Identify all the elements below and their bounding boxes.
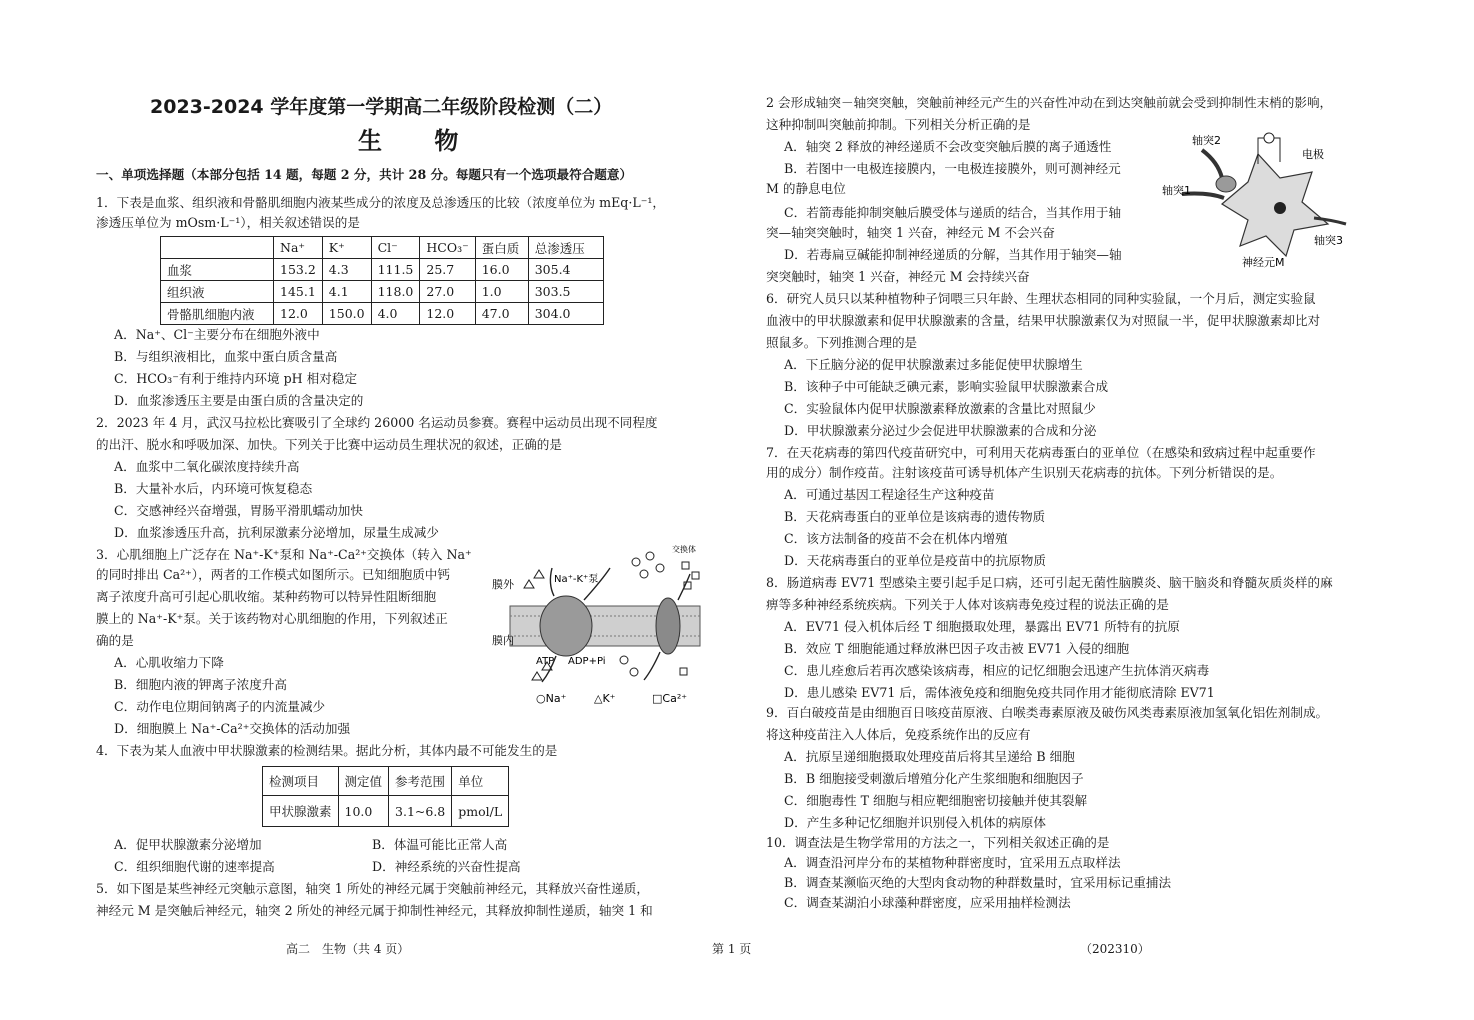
table-cell: 305.4 <box>528 259 603 281</box>
q2-option-c: C．交感神经兴奋增强，胃肠平滑肌蠕动加快 <box>114 503 363 518</box>
q4-option-a: A．促甲状腺激素分泌增加 <box>114 837 262 852</box>
q3-stem-line1: 3．心肌细胞上广泛存在 Na⁺-K⁺泵和 Na⁺-Ca²⁺交换体（转入 Na⁺ <box>96 547 472 562</box>
table-cell: 150.0 <box>322 303 371 325</box>
q4-option-b: B．体温可能比正常人高 <box>372 837 508 852</box>
q6-option-b: B．该种子中可能缺乏碘元素，影响实验鼠甲状腺激素合成 <box>784 379 1109 394</box>
q4-stem: 4．下表为某人血液中甲状腺激素的检测结果。据此分析，其体内最不可能发生的是 <box>96 743 558 758</box>
q1-option-a: A．Na⁺、Cl⁻主要分布在细胞外液中 <box>114 327 320 342</box>
q5-option-a: A．轴突 2 释放的神经递质不会改变突触后膜的离子通透性 <box>784 139 1112 154</box>
table-cell: HCO₃⁻ <box>420 237 475 259</box>
q2-option-a: A．血浆中二氧化碳浓度持续升高 <box>114 459 300 474</box>
legend-na: ○Na⁺ <box>536 692 567 705</box>
table-cell <box>161 237 274 259</box>
ca-ion <box>682 562 689 569</box>
q9-option-a: A．抗原呈递细胞摄取处理疫苗后将其呈递给 B 细胞 <box>784 749 1075 764</box>
q10-stem: 10．调查法是生物学常用的方法之一，下列相关叙述正确的是 <box>766 835 1110 850</box>
table-row <box>161 259 604 281</box>
q9-option-b: B．B 细胞接受刺激后增殖分化产生浆细胞和细胞因子 <box>784 771 1084 786</box>
figure-label-neuron: 神经元M <box>1242 256 1285 269</box>
table-cell: 145.1 <box>274 281 323 303</box>
q10-option-a: A．调查沿河岸分布的某植物种群密度时，宜采用五点取样法 <box>784 855 1121 870</box>
q4-table <box>262 766 509 827</box>
q1-table-header <box>161 237 604 259</box>
table-cell: 参考范围 <box>389 767 452 796</box>
q7-option-d: D．天花病毒蛋白的亚单位是疫苗中的抗原物质 <box>784 553 1046 568</box>
q10-option-c: C．调查某湖泊小球藻种群密度，应采用抽样检测法 <box>784 895 1071 910</box>
q3-option-a: A．心肌收缩力下降 <box>114 655 224 670</box>
figure-label-inside: 膜内 <box>492 634 514 647</box>
na-ion <box>646 552 654 560</box>
q10-option-b: B．调查某濒临灭绝的大型肉食动物的种群数量时，宜采用标记重捕法 <box>784 875 1172 890</box>
q2-stem-line1: 2．2023 年 4 月，武汉马拉松比赛吸引了全球约 26000 名运动员参赛。赛程中运动员出现不同程度 <box>96 415 658 430</box>
q3-stem-line3: 离子浓度升高可引起心肌收缩。某种药物可以特异性阻断细胞 <box>96 589 437 604</box>
arrow <box>644 652 660 680</box>
na-ion <box>630 668 638 676</box>
q8-option-b: B．效应 T 细胞能通过释放淋巴因子攻击被 EV71 入侵的细胞 <box>784 641 1130 656</box>
q1-stem-line2: 渗透压单位为 mOsm·L⁻¹），相关叙述错误的是 <box>96 215 360 230</box>
na-ion <box>640 570 648 578</box>
subject-title: 生 物 <box>358 127 481 155</box>
q3-option-c: C．动作电位期间钠离子的内流量减少 <box>114 699 326 714</box>
q7-option-c: C．该方法制备的疫苗不会在机体内增殖 <box>784 531 1008 546</box>
table-row <box>263 796 509 827</box>
figure-label-pump: Na⁺-K⁺泵 <box>554 574 599 585</box>
q7-option-b: B．天花病毒蛋白的亚单位是该病毒的遗传物质 <box>784 509 1046 524</box>
q2-option-d: D．血浆渗透压升高，抗利尿激素分泌增加，尿量生成减少 <box>114 525 439 540</box>
q5-option-d-line2: 突突触时，轴突 1 兴奋，神经元 M 会持续兴奋 <box>766 269 1030 284</box>
legend-k: △K⁺ <box>594 692 616 705</box>
q5-option-c-line2: 突—轴突突触时，轴突 1 兴奋，神经元 M 不会兴奋 <box>766 225 1055 240</box>
table-cell: 303.5 <box>528 281 603 303</box>
electrode-meter <box>1264 133 1274 143</box>
figure-label-axon2: 轴突2 <box>1192 134 1221 147</box>
figure-label-adp: ADP+Pi <box>568 656 606 667</box>
figure-label-exchanger: 交换体 <box>672 545 696 554</box>
table-cell: 3.1~6.8 <box>389 796 452 827</box>
q6-stem-line1: 6．研究人员只以某种植物种子饲喂三只年龄、生理状态相同的同种实验鼠，一个月后，测定实验鼠 <box>766 291 1316 306</box>
q1-option-c: C．HCO₃⁻有利于维持内环境 pH 相对稳定 <box>114 371 358 386</box>
table-cell: 4.3 <box>322 259 371 281</box>
q1-option-d: D．血浆渗透压主要是由蛋白质的含量决定的 <box>114 393 364 408</box>
q7-option-a: A．可通过基因工程途径生产这种疫苗 <box>784 487 995 502</box>
table-cell: 4.0 <box>371 303 420 325</box>
neuron-m-nucleus <box>1274 202 1286 214</box>
table-cell: 血浆 <box>161 259 274 281</box>
table-cell: 111.5 <box>371 259 420 281</box>
q5-stem-line2: 神经元 M 是突触后神经元，轴突 2 所处的神经元属于抑制性神经元，其释放抑制性递质，轴突 1 和 <box>96 903 653 918</box>
figure-label-atp: ATP <box>536 656 555 667</box>
table-cell: 10.0 <box>338 796 389 827</box>
table-cell: 153.2 <box>274 259 323 281</box>
table-cell: 检测项目 <box>263 767 339 796</box>
exam-title: 2023-2024 学年度第一学期高二年级阶段检测（二） <box>150 96 613 118</box>
legend-ca: □Ca²⁺ <box>652 692 688 705</box>
table-row <box>161 303 604 325</box>
figure-label-outside: 膜外 <box>492 578 514 591</box>
table-cell: 12.0 <box>274 303 323 325</box>
q3-stem-line4: 膜上的 Na⁺-K⁺泵。关于该药物对心肌细胞的作用，下列叙述正 <box>96 611 448 626</box>
k-ion <box>524 580 534 588</box>
figure-label-electrode: 电极 <box>1302 148 1324 161</box>
footer-left: 高二 生物（共 4 页） <box>286 942 410 956</box>
table-cell: Cl⁻ <box>371 237 420 259</box>
table-cell: 304.0 <box>528 303 603 325</box>
figure-label-axon1: 轴突1 <box>1162 184 1191 197</box>
ca-ion <box>692 572 699 579</box>
q5-option-c-line1: C．若箭毒能抑制突触后膜受体与递质的结合，当其作用于轴 <box>784 205 1122 220</box>
table-cell: 1.0 <box>475 281 528 303</box>
table-cell: pmol/L <box>452 796 509 827</box>
table-cell: 4.1 <box>322 281 371 303</box>
q4-table-header <box>263 767 509 796</box>
table-cell: 测定值 <box>338 767 389 796</box>
table-cell: 118.0 <box>371 281 420 303</box>
table-cell: 47.0 <box>475 303 528 325</box>
table-cell: 骨骼肌细胞内液 <box>161 303 274 325</box>
q6-stem-line2: 血液中的甲状腺激素和促甲状腺激素的含量，结果甲状腺激素仅为对照鼠一半，促甲状腺激素却比对 <box>766 313 1321 328</box>
q3-stem-line5: 确的是 <box>96 633 134 648</box>
q6-option-d: D．甲状腺激素分泌过少会促进甲状腺激素的合成和分泌 <box>784 423 1097 438</box>
table-cell: 组织液 <box>161 281 274 303</box>
q3-membrane-figure <box>492 540 702 710</box>
q8-option-a: A．EV71 侵入机体后经 T 细胞摄取处理，暴露出 EV71 所特有的抗原 <box>784 619 1180 634</box>
q3-stem-line2: 的同时排出 Ca²⁺），两者的工作模式如图所示。已知细胞质中钙 <box>96 567 450 582</box>
na-k-pump <box>540 596 592 656</box>
footer-code: （202310） <box>1080 942 1150 956</box>
table-cell: 蛋白质 <box>475 237 528 259</box>
na-ca-exchanger <box>656 598 680 654</box>
table-cell: 25.7 <box>420 259 475 281</box>
q5-option-b-line1: B．若图中一电极连接膜内，一电极连接膜外，则可测神经元 <box>784 161 1121 176</box>
q6-option-c: C．实验鼠体内促甲状腺激素释放激素的含量比对照鼠少 <box>784 401 1096 416</box>
q5-option-b-line2: M 的静息电位 <box>766 181 846 196</box>
q9-stem-line1: 9．百白破疫苗是由细胞百日咳疫苗原液、白喉类毒素原液及破伤风类毒素原液加氢氧化铝佐剂制成。 <box>766 705 1329 720</box>
table-cell: 27.0 <box>420 281 475 303</box>
q2-stem-line2: 的出汗、脱水和呼吸加深、加快。下列关于比赛中运动员生理状况的叙述，正确的是 <box>96 437 562 452</box>
q9-option-c: C．细胞毒性 T 细胞与相应靶细胞密切接触并使其裂解 <box>784 793 1088 808</box>
figure-label-axon3: 轴突3 <box>1314 234 1343 247</box>
table-cell: K⁺ <box>322 237 371 259</box>
q6-stem-line3: 照鼠多。下列推测合理的是 <box>766 335 918 350</box>
ca-ion <box>680 668 687 675</box>
k-ion <box>532 672 542 680</box>
q5-option-d-line1: D．若毒扁豆碱能抑制神经递质的分解，当其作用于轴突—轴 <box>784 247 1122 262</box>
q3-option-b: B．细胞内液的钾离子浓度升高 <box>114 677 287 692</box>
table-cell: 16.0 <box>475 259 528 281</box>
q7-stem-line2: 用的成分）制作疫苗。注射该疫苗可诱导机体产生识别天花病毒的抗体。下列分析错误的是。 <box>766 465 1283 480</box>
q1-table <box>160 236 604 325</box>
q1-option-b: B．与组织液相比，血浆中蛋白质含量高 <box>114 349 338 364</box>
q5-cont-line2: 这种抑制叫突触前抑制。下列相关分析正确的是 <box>766 117 1031 132</box>
q8-stem-line1: 8．肠道病毒 EV71 型感染主要引起手足口病，还可引起无菌性脑膜炎、脑干脑炎和脊髓灰质炎样的麻 <box>766 575 1333 590</box>
section-heading: 一、单项选择题（本部分包括 14 题，每题 2 分，共计 28 分。每题只有一个选项最符合题意） <box>96 167 633 182</box>
q1-stem-line1: 1．下表是血浆、组织液和骨骼肌细胞内液某些成分的浓度及总渗透压的比较（浓度单位为 mEq·L⁻¹， <box>96 195 666 210</box>
q8-option-c: C．患儿痊愈后若再次感染该病毒，相应的记忆细胞会迅速产生抗体消灭病毒 <box>784 663 1210 678</box>
k-ion <box>534 570 544 578</box>
q9-stem-line2: 将这种疫苗注入人体后，免疫系统作出的反应有 <box>766 727 1031 742</box>
q2-option-b: B．大量补水后，内环境可恢复稳态 <box>114 481 313 496</box>
q4-option-d: D．神经系统的兴奋性提高 <box>372 859 521 874</box>
na-ion <box>632 558 640 566</box>
q7-stem-line1: 7．在天花病毒的第四代疫苗研究中，可利用天花病毒蛋白的亚单位（在感染和致病过程中起重要作 <box>766 445 1316 460</box>
q4-option-c: C．组织细胞代谢的速率提高 <box>114 859 275 874</box>
q8-stem-line2: 痹等多种神经系统疾病。下列关于人体对该病毒免疫过程的说法正确的是 <box>766 597 1169 612</box>
table-cell: 12.0 <box>420 303 475 325</box>
q6-option-a: A．下丘脑分泌的促甲状腺激素过多能促使甲状腺增生 <box>784 357 1083 372</box>
axon-2-terminal <box>1216 176 1236 192</box>
q8-option-d: D．患儿感染 EV71 后，需体液免疫和细胞免疫共同作用才能彻底清除 EV71 <box>784 685 1215 700</box>
table-cell: Na⁺ <box>274 237 323 259</box>
na-ion <box>656 564 664 572</box>
q5-stem-line1: 5．如下图是某些神经元突触示意图，轴突 1 所处的神经元属于突触前神经元，其释放兴奋性递质， <box>96 881 649 896</box>
table-cell: 单位 <box>452 767 509 796</box>
q3-option-d: D．细胞膜上 Na⁺-Ca²⁺交换体的活动加强 <box>114 721 351 736</box>
q5-neuron-figure <box>1162 132 1368 272</box>
footer-page-number: 第 1 页 <box>712 942 752 956</box>
q9-option-d: D．产生多种记忆细胞并识别侵入机体的病原体 <box>784 815 1046 830</box>
na-ion <box>620 656 628 664</box>
table-cell: 总渗透压 <box>528 237 603 259</box>
table-cell: 甲状腺激素 <box>263 796 339 827</box>
table-row <box>161 281 604 303</box>
axon-2 <box>1202 150 1222 178</box>
q5-cont-line1: 2 会形成轴突－轴突突触，突触前神经元产生的兴奋性冲动在到达突触前就会受到抑制性末梢的影响， <box>766 95 1333 110</box>
